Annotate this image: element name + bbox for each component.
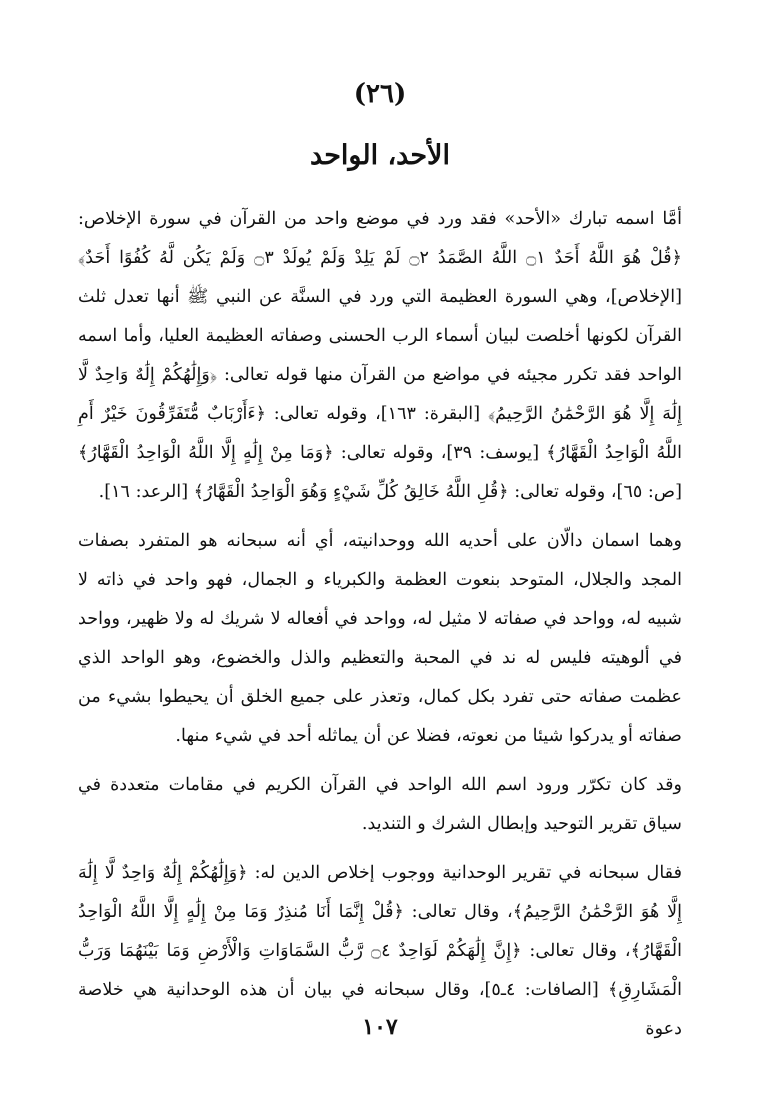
book-page xyxy=(78,70,682,1060)
chapter-number: (٢٦) xyxy=(353,79,407,109)
paragraph-meaning: وهما اسمان دالّان على أحديه الله ووحدانيته، أي أنه سبحانه هو المتفرد بصفات المجد والجلال، المتوحد بنعوت العظمة والكبرياء و الجمال، فهو واحد في ذاته لا شبيه له، وواحد في صفاته لا مثيل له، وواحد في أفعاله لا شريك له ولا ظهير، وواحد في ألوهيته فليس له ند في المحبة والتعظيم والذل والخضوع، وهو الواحد الذي عظمت صفاته حتى تفرد بكل كمال، وتعذر على جميع الخلق أن يحيطوا بشيء من صفاته أو يدركوا شيئا من نعوته، فضلا عن أن يماثله أحد في شيء منها. xyxy=(78,531,682,746)
paragraph-intro: أمَّا اسمه تبارك «الأحد» فقد ورد في موضع واحد من القرآن في سورة الإخلاص: ﴿قُلْ هُوَ اللَّهُ أَحَدٌ ۝١ اللَّهُ الصَّمَدُ ۝٢ لَمْ يَلِدْ وَلَمْ يُولَدْ ۝٣ وَلَمْ يَكُن لَّهُ كُفُوًا أَحَدٌ﴾ [الإخلاص]، وهي السورة العظيمة التي ورد في السنَّة عن النبي ﷺ أنها تعدل ثلث القرآن لكونها أخلصت لبيان أسماء الرب الحسنى وصفاته العظيمة العليا، وأما اسمه الواحد فقد تكرر مجيئه في مواضع من القرآن منها قوله تعالى: ﴿وَإِلَٰهُكُمْ إِلَٰهٌ وَاحِدٌ لَّا إِلَٰهَ إِلَّا هُوَ الرَّحْمَٰنُ الرَّحِيمُ﴾ [البقرة: ١٦٣]، وقوله تعالى: ﴿ءَأَرْبَابٌ مُّتَفَرِّقُونَ خَيْرٌ أَمِ اللَّهُ الْوَاحِدُ الْقَهَّارُ﴾ [يوسف: ٣٩]، وقوله تعالى: ﴿وَمَا مِنْ إِلَٰهٍ إِلَّا اللَّهُ الْوَاحِدُ الْقَهَّارُ﴾ [ص: ٦٥]، وقوله تعالى: ﴿قُلِ اللَّهُ خَالِقُ كُلِّ شَيْءٍ وَهُوَ الْوَاحِدُ الْقَهَّارُ﴾ [الرعد: ١٦]. xyxy=(78,209,682,502)
page-number: ١٠٧ xyxy=(362,1014,398,1040)
paragraph-verses: فقال سبحانه في تقرير الوحدانية ووجوب إخلاص الدين له: ﴿وَإِلَٰهُكُمْ إِلَٰهٌ وَاحِدٌ لَّا إِلَٰهَ إِلَّا هُوَ الرَّحْمَٰنُ الرَّحِيمُ﴾، وقال تعالى: ﴿قُلْ إِنَّمَا أَنَا مُنذِرٌ وَمَا مِنْ إِلَٰهٍ إِلَّا اللَّهُ الْوَاحِدُ الْقَهَّارُ﴾، وقال تعالى: ﴿إِنَّ إِلَٰهَكُمْ لَوَاحِدٌ ۝٤ رَّبُّ السَّمَاوَاتِ وَالْأَرْضِ وَمَا بَيْنَهُمَا وَرَبُّ الْمَشَارِقِ﴾ [الصافات: ٤ـ٥]، وقال سبحانه في بيان أن هذه الوحدانية هي خلاصة دعوة xyxy=(78,863,682,1039)
chapter-title: الأحد، الواحد xyxy=(310,140,450,171)
paragraph-repetition: وقد كان تكرّر ورود اسم الله الواحد في القرآن الكريم في مقامات متعددة في سياق تقرير التوحيد وإبطال الشرك و التنديد. xyxy=(78,775,682,834)
